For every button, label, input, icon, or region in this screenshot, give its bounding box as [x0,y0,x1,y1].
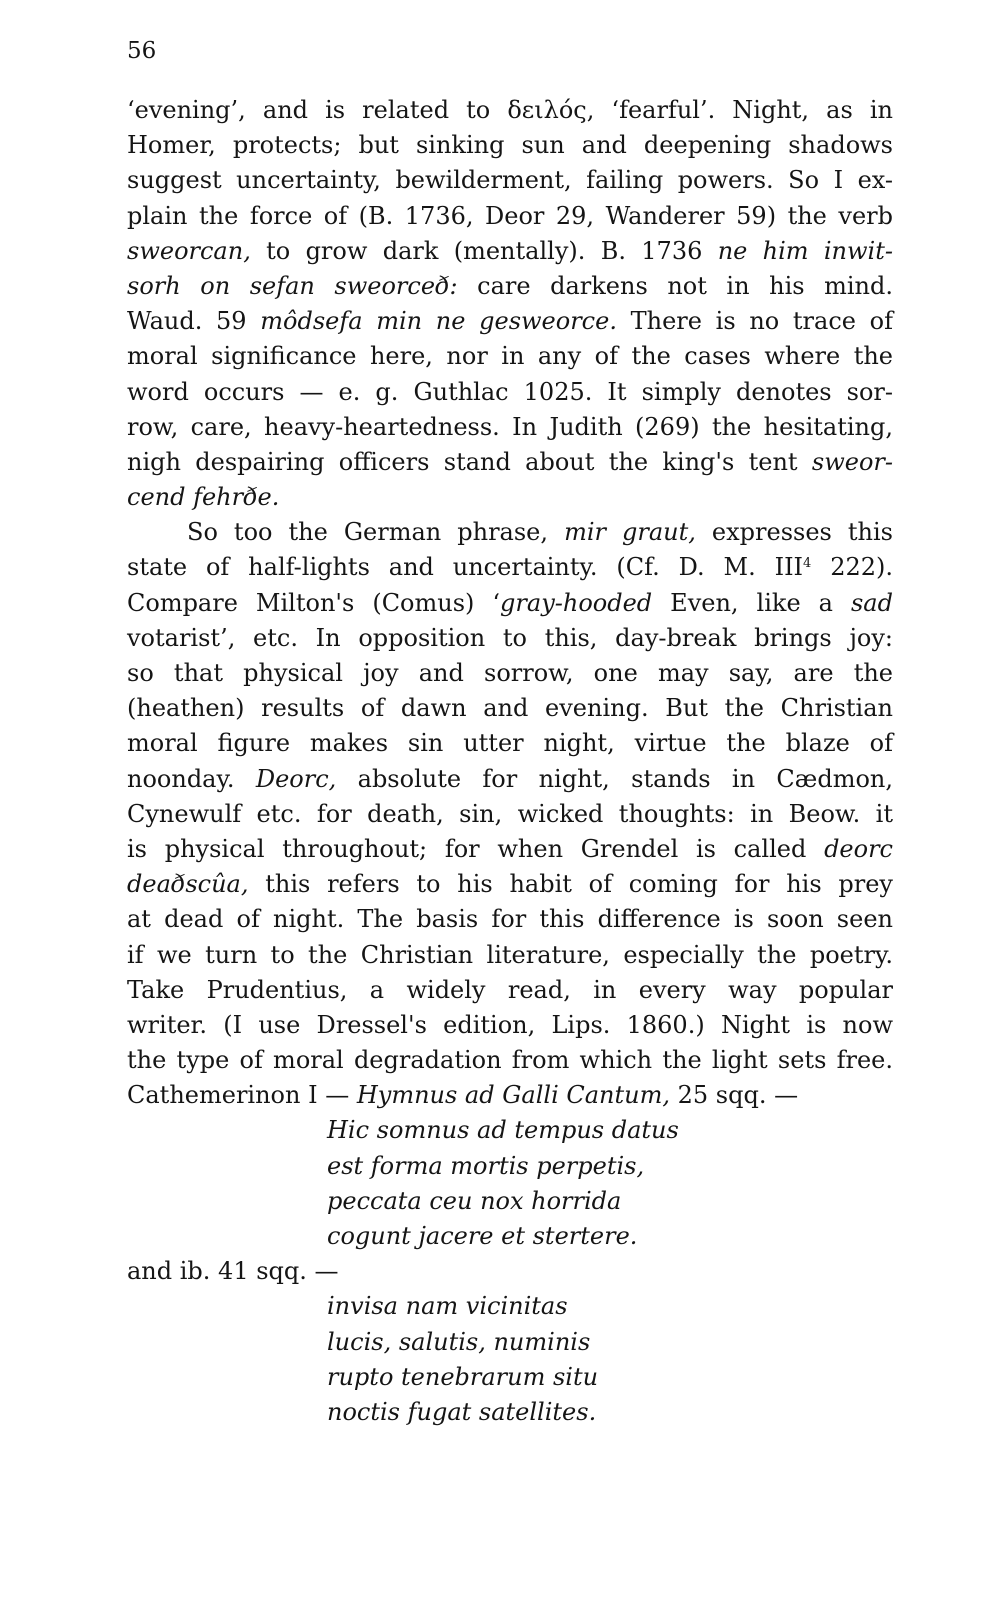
text-line [127,163,893,198]
verse-line [127,1113,893,1148]
text-line [127,832,893,867]
italic-text: sad [850,588,893,617]
text-line [127,1043,893,1078]
text-segment: There is no trace of [616,307,893,336]
text-segment: suggest uncertainty, bewilderment, failing powers. So I ex- [127,166,893,195]
text-segment: the type of moral degradation from which the light sets free. [127,1046,893,1075]
italic-text: lucis, salutis, numinis [327,1327,591,1356]
verse-line [127,1184,893,1219]
italic-text: noctis fugat satellites. [327,1397,597,1426]
text-segment: Take Prudentius, a widely read, in every way popular [127,975,893,1004]
text-segment: writer. (I use Dressel's edition, Lips. 1860.) Night is now [127,1010,893,1039]
text-line [127,656,893,691]
text-segment: state of half-lights and uncertainty. (Cf. D. M. III [127,553,804,582]
text-line [127,1078,893,1113]
text-segment: plain the force of (B. 1736, Deor 29, Wanderer 59) the verb [127,201,893,230]
text-segment: moral significance here, nor in any of the cases where the [127,342,893,371]
text-segment: if we turn to the Christian literature, especially the poetry. [127,940,893,969]
text-segment: Cynewulf etc. for death, sin, wicked thoughts: in Beow. it [127,799,893,828]
text-line [127,445,893,480]
text-line [127,93,893,128]
text-line [127,128,893,163]
text-segment: absolute for night, stands in Cædmon, [336,764,893,793]
italic-text: deorc [824,834,893,863]
text-segment: expresses this [695,518,893,547]
italic-text: gray-hooded [500,588,653,617]
text-segment: is physical throughout; for when Grendel is called [127,834,825,863]
text-segment: votarist’, etc. In opposition to this, day-break brings joy: [127,623,893,652]
italic-text: rupto tenebrarum situ [327,1362,599,1391]
text-line [127,797,893,832]
text-segment: moral figure makes sin utter night, virtue the blaze of [127,729,893,758]
text-segment: care darkens not in his mind. [457,271,893,300]
text-line [127,1008,893,1043]
italic-text: Hymnus ad Galli Cantum, [356,1081,670,1110]
italic-text: ne him inwit- [717,236,893,265]
italic-text: mir graut, [564,518,696,547]
text-line [127,550,893,585]
italic-text: cend fehrðe. [127,483,280,512]
text-segment: Homer, protects; but sinking sun and deepening shadows [127,131,893,160]
italic-text: est forma mortis perpetis, [327,1151,645,1180]
text-segment: Compare Milton's (Comus) ‘ [127,588,501,617]
text-segment: So too the German phrase, [187,518,565,547]
text-segment: and ib. 41 sqq. — [127,1257,339,1286]
text-segment: nigh despairing officers stand about the king's tent [127,447,812,476]
text-line [127,269,893,304]
text-line [127,867,893,902]
text-segment: this refers to his habit of coming for his prey [248,870,893,899]
text-segment: to grow dark (mentally). B. 1736 [250,236,718,265]
text-line [127,410,893,445]
italic-text: peccata ceu nox horrida [327,1186,622,1215]
text-segment: so that physical joy and sorrow, one may say, are the [127,659,893,687]
text-segment: 25 sqq. — [670,1081,799,1110]
superscript: 4 [803,556,812,572]
text-line [127,621,893,656]
text-segment: at dead of night. The basis for this difference is soon seen [127,905,893,934]
italic-text: Hic somnus ad tempus datus [327,1116,679,1145]
text-line [127,938,893,973]
text-segment: ‘evening’, and is related to δειλός, ‘fearful’. Night, as in [127,96,893,124]
verse-line [127,1149,893,1184]
text-segment: Even, like a [652,588,851,617]
italic-text: sweorcan, [127,236,251,265]
verse-line [127,1219,893,1254]
verse-line [127,1325,893,1360]
verse-line [127,1289,893,1324]
text-segment: 222). [811,553,893,582]
text-line [127,234,893,269]
italic-text: sweor- [811,447,893,476]
italic-text: invisa nam vicinitas [327,1292,568,1321]
body-text [127,93,893,1430]
verse-line [127,1395,893,1430]
text-line [127,902,893,937]
text-segment: row, care, heavy-heartedness. In Judith (269) the hesitating, [127,412,893,441]
italic-text: Deorc, [255,764,337,793]
italic-text: cogunt jacere et stertere. [327,1222,638,1250]
text-segment: (heathen) results of dawn and evening. But the Christian [127,694,893,723]
italic-text: sorh on sefan sweorceð: [127,271,458,300]
text-line [127,1254,893,1289]
italic-text: môdsefa min ne gesweorce. [260,307,617,336]
text-line [127,973,893,1008]
text-line [127,691,893,726]
page-number: 56 [127,38,157,64]
text-line [127,515,893,550]
text-line [127,762,893,797]
italic-text: deaðscûa, [127,870,249,899]
text-line [127,586,893,621]
text-line [127,199,893,234]
text-line [127,726,893,761]
text-line [127,339,893,374]
text-line [127,304,893,339]
text-line [127,480,893,515]
text-segment: Waud. 59 [127,307,261,336]
text-segment: Cathemerinon I — [127,1081,357,1110]
text-segment: word occurs — e. g. Guthlac 1025. It simply denotes sor- [127,377,893,406]
text-line [127,375,893,410]
verse-line [127,1360,893,1395]
text-segment: noonday. [127,764,256,793]
